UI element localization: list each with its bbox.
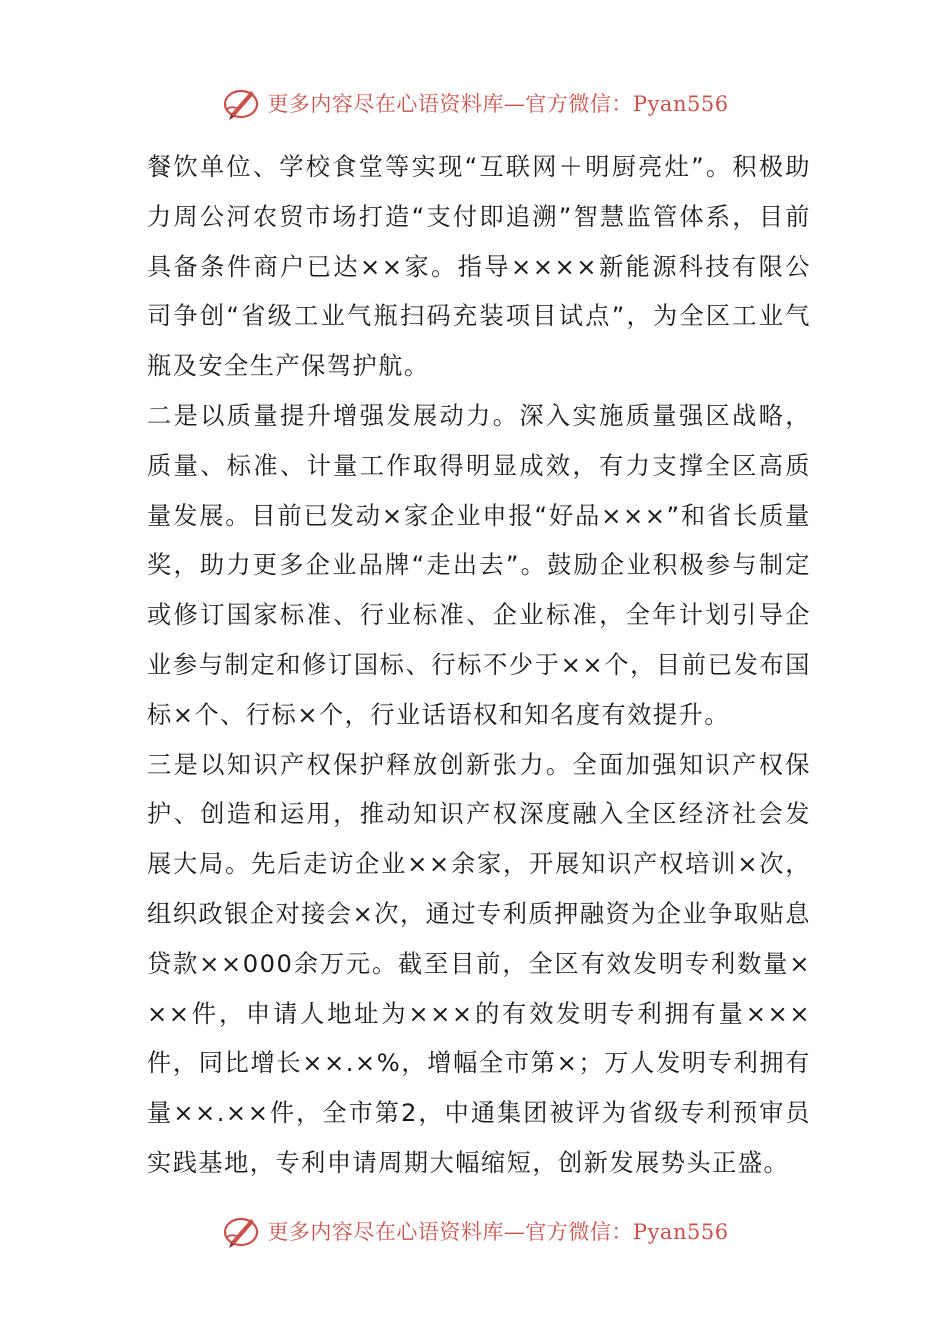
pen-circle-logo-icon — [221, 1211, 261, 1251]
header-banner — [0, 78, 950, 128]
pen-circle-logo-icon — [221, 83, 261, 123]
paragraph-2: 二是以质量提升增强发展动力。深入实施质量强区战略，质量、标准、计量工作取得明显成效，有力支撑全区高质量发展。目前已发动×家企业申报“好品×××”和省长质量奖，助力更多企业品牌“走出去”。鼓励企业积极参与制定或修订国家标准、行业标准、企业标准，全年计划引导企业参与制定和修订国标、行标不少于××个，目前已发布国标×个、行标×个，行业话语权和知名度有效提升。 — [147, 401, 811, 729]
footer-banner-text: 更多内容尽在心语资料库—官方微信：Pyan556 — [267, 1220, 729, 1244]
footer-banner — [0, 1206, 950, 1256]
paragraph-1: 餐饮单位、学校食堂等实现“互联网＋明厨亮灶”。积极助力周公河农贸市场打造“支付即追溯”智慧监管体系，目前具备条件商户已达××家。指导××××新能源科技有限公司争创“省级工业气瓶扫码充装项目试点”，为全区工业气瓶及安全生产保驾护航。 — [147, 153, 811, 381]
header-banner-text: 更多内容尽在心语资料库—官方微信：Pyan556 — [267, 92, 729, 116]
paragraph-3: 三是以知识产权保护释放创新张力。全面加强知识产权保护、创造和运用，推动知识产权深度融入全区经济社会发展大局。先后走访企业××余家，开展知识产权培训×次，组织政银企对接会×次，通过专利质押融资为企业争取贴息贷款××000余万元。截至目前，全区有效发明专利数量×××件，申请人地址为×××的有效发明专利拥有量×××件，同比增长××.×%，增幅全市第×；万人发明专利拥有量××.××件，全市第2，中通集团被评为省级专利预审员实践基地，专利申请周期大幅缩短，创新发展势头正盛。 — [147, 750, 811, 1177]
document-body — [147, 143, 811, 1189]
